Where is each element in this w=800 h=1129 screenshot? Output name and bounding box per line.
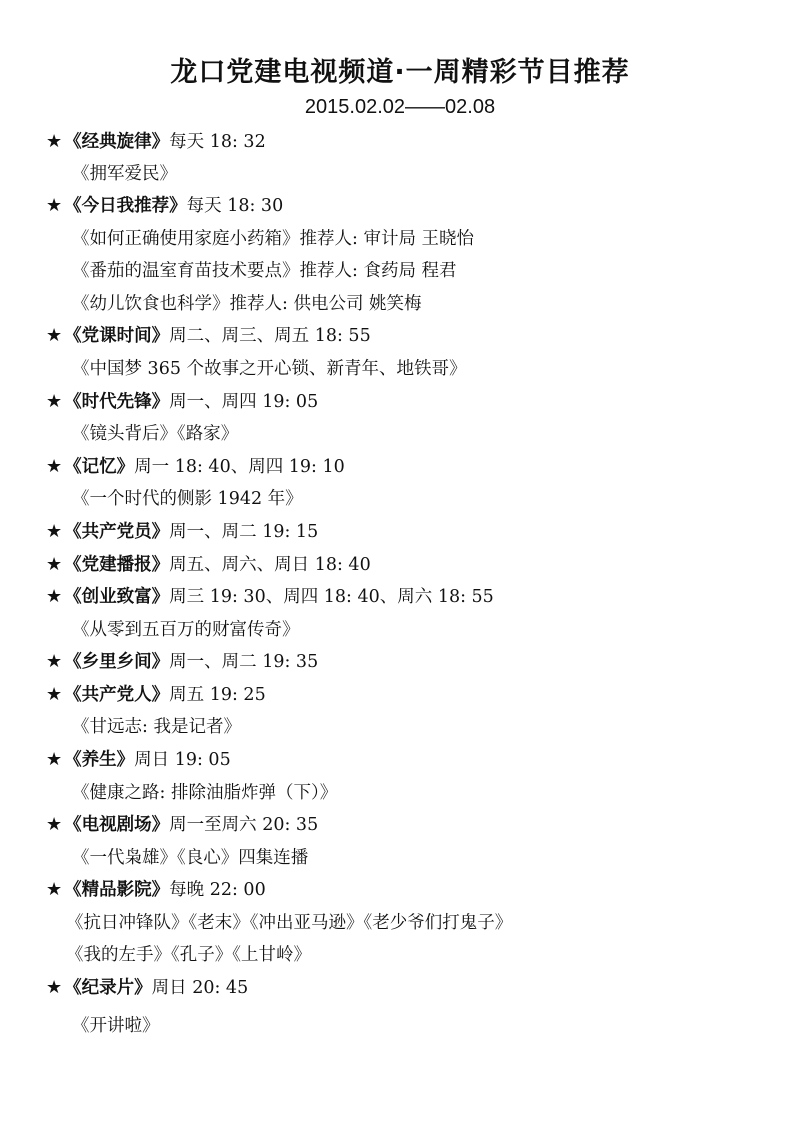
program-line <box>46 813 318 837</box>
program-detail: 《拥军爱民》 <box>72 164 177 184</box>
program-schedule: 周三 19: 30、周四 18: 40、周六 18: 55 <box>169 587 494 607</box>
program-schedule: 周日 20: 45 <box>151 978 249 998</box>
program-schedule: 周五 19: 25 <box>169 685 266 705</box>
program-detail: 《幼儿饮食也科学》推荐人: 供电公司 姚笑梅 <box>72 294 422 314</box>
program-name: 《党课时间》 <box>64 326 170 346</box>
program-schedule: 周五、周六、周日 18: 40 <box>169 555 371 575</box>
program-schedule: 周日 19: 05 <box>134 750 231 770</box>
program-detail: 《番茄的温室育苗技术要点》推荐人: 食药局 程君 <box>72 261 457 281</box>
program-name: 《养生》 <box>64 750 135 770</box>
star-icon: ★ <box>46 131 63 152</box>
program-line <box>46 585 494 609</box>
program-name: 《创业致富》 <box>64 587 170 607</box>
program-schedule: 周一 18: 40、周四 19: 10 <box>134 457 345 477</box>
program-line <box>46 194 283 218</box>
program-name: 《共产党员》 <box>64 522 170 542</box>
star-icon: ★ <box>46 456 63 477</box>
program-name: 《党建播报》 <box>64 555 170 575</box>
star-icon: ★ <box>46 195 63 216</box>
program-schedule: 周一、周四 19: 05 <box>169 392 319 412</box>
program-detail: 《如何正确使用家庭小药箱》推荐人: 审计局 王晓怡 <box>72 229 475 249</box>
star-icon: ★ <box>46 814 63 835</box>
star-icon: ★ <box>46 521 63 542</box>
program-detail: 《一代枭雄》《良心》四集连播 <box>72 848 309 868</box>
program-detail: 《我的左手》《孔子》《上甘岭》 <box>66 945 311 965</box>
date-range: 2015.02.02——02.08 <box>304 96 496 118</box>
program-schedule: 周二、周三、周五 18: 55 <box>169 326 371 346</box>
star-icon: ★ <box>46 586 63 607</box>
star-icon: ★ <box>46 325 63 346</box>
program-name: 《时代先锋》 <box>64 392 170 412</box>
program-schedule: 每天 18: 30 <box>186 196 284 216</box>
program-detail: 《中国梦 365 个故事之开心锁、新青年、地铁哥》 <box>72 359 467 379</box>
star-icon: ★ <box>46 554 63 575</box>
program-line <box>46 976 248 1000</box>
program-line <box>46 324 371 348</box>
program-detail: 《镜头背后》《路家》 <box>72 424 239 444</box>
program-schedule: 周一至周六 20: 35 <box>169 815 319 835</box>
program-line <box>46 748 231 772</box>
program-line <box>46 455 345 479</box>
program-detail: 《开讲啦》 <box>72 1016 160 1036</box>
program-schedule: 每晚 22: 00 <box>169 880 266 900</box>
program-name: 《经典旋律》 <box>64 132 170 152</box>
program-schedule: 每天 18: 32 <box>169 132 266 152</box>
program-name: 《纪录片》 <box>64 978 152 998</box>
program-detail: 《抗日冲锋队》《老末》《冲出亚马逊》《老少爷们打鬼子》 <box>66 913 513 933</box>
program-schedule: 周一、周二 19: 35 <box>169 652 319 672</box>
star-icon: ★ <box>46 977 63 998</box>
program-detail: 《一个时代的侧影 1942 年》 <box>72 489 303 509</box>
program-line <box>46 878 266 902</box>
program-detail: 《甘远志: 我是记者》 <box>72 717 241 737</box>
star-icon: ★ <box>46 651 63 672</box>
program-detail: 《从零到五百万的财富传奇》 <box>72 620 300 640</box>
program-line <box>46 553 371 577</box>
program-line <box>46 650 318 674</box>
program-line <box>46 390 318 414</box>
program-name: 《记忆》 <box>64 457 135 477</box>
program-line <box>46 683 266 707</box>
program-name: 《电视剧场》 <box>64 815 170 835</box>
program-line <box>46 130 266 154</box>
star-icon: ★ <box>46 684 63 705</box>
program-line <box>46 520 318 544</box>
program-name: 《精品影院》 <box>64 880 170 900</box>
program-schedule: 周一、周二 19: 15 <box>169 522 319 542</box>
page-title: 龙口党建电视频道·一周精彩节目推荐 <box>170 57 630 88</box>
star-icon: ★ <box>46 749 63 770</box>
star-icon: ★ <box>46 879 63 900</box>
star-icon: ★ <box>46 391 63 412</box>
program-name: 《乡里乡间》 <box>64 652 170 672</box>
program-detail: 《健康之路: 排除油脂炸弹（下）》 <box>72 783 338 803</box>
program-name: 《共产党人》 <box>64 685 170 705</box>
program-name: 《今日我推荐》 <box>64 196 187 216</box>
